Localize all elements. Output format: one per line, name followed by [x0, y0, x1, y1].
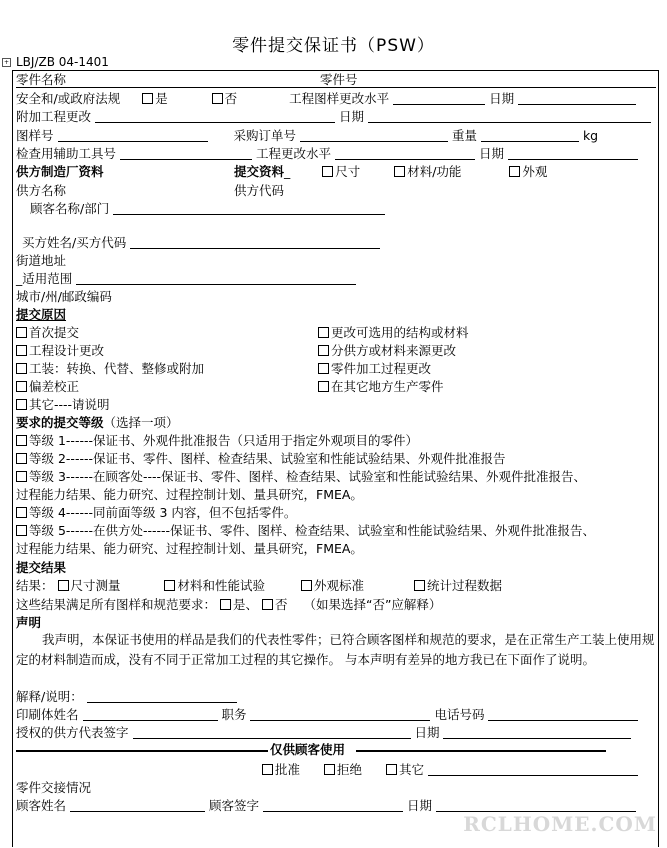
approve-label: 批准 [275, 762, 301, 777]
row-street [16, 252, 66, 270]
reason-checkbox[interactable] [16, 345, 27, 356]
row-print-name [16, 706, 638, 724]
supplier-name-label: 供方名称 [16, 183, 67, 198]
weight-field[interactable] [481, 127, 579, 142]
scope-label: _适用范围 [16, 271, 73, 286]
customer-name-field[interactable] [70, 797, 205, 812]
handover-label: 零件交接情况 [16, 780, 92, 795]
meets-label: 这些结果满足所有图样和规范要求： [16, 597, 217, 612]
reject-label: 拒绝 [336, 762, 362, 777]
extra-change-date-field[interactable] [368, 108, 651, 123]
sub-dimension-label: 尺寸 [335, 164, 361, 179]
level-3-cont [16, 486, 363, 504]
form-id: LBJ/ZB 04-1401 [16, 55, 109, 69]
reason-left-1 [16, 342, 104, 360]
result-checkbox[interactable] [164, 580, 175, 591]
customer-date-label: 日期 [406, 798, 432, 813]
auth-field[interactable] [133, 724, 411, 739]
level-2 [16, 450, 506, 468]
result-checkbox[interactable] [414, 580, 425, 591]
row-submission: 提交资料_ 尺寸 材料/功能 外观 [234, 164, 548, 179]
reason-label: 偏差校正 [29, 379, 80, 394]
customer-dept-field[interactable] [113, 200, 385, 215]
reason-checkbox[interactable] [318, 327, 329, 338]
results-label: 结果： [16, 578, 54, 593]
sub-material-checkbox[interactable] [394, 166, 405, 177]
row-extra-change [16, 108, 651, 126]
buyer-label: 买方姓名/买方代码 [22, 235, 127, 250]
safety-yes-label: 是 [155, 91, 168, 106]
reason-checkbox[interactable] [318, 381, 329, 392]
row-approval [262, 761, 638, 779]
divider [16, 87, 656, 88]
row-scope [16, 270, 356, 288]
customer-use-rule-right [356, 750, 606, 752]
reason-checkbox[interactable] [16, 327, 27, 338]
level-5-cont [16, 540, 363, 558]
row-customer-dept [30, 200, 385, 218]
auth-date-label: 日期 [414, 725, 440, 740]
customer-name-label: 顾客姓名 [16, 798, 67, 813]
row-buyer [22, 234, 380, 252]
level-label-cont: 过程能力结果、能力研究、过程控制计划、量具研究，FMEA。 [16, 487, 363, 502]
reason-label: 零件加工过程更改 [331, 361, 432, 376]
customer-date-field[interactable] [436, 797, 636, 812]
row-supplier-name [16, 182, 66, 200]
buyer-field[interactable] [130, 234, 380, 249]
street-label: 街道地址 [16, 253, 67, 268]
part-number-label: 零件号 [320, 72, 358, 87]
date-label: 日期 [489, 91, 515, 106]
reason-label: 更改可选用的结构或材料 [331, 325, 469, 340]
eng-change-date-field[interactable] [508, 145, 638, 160]
extra-change-label: 附加工程更改 [16, 109, 92, 124]
level-label: 等级 1------保证书、外观件批准报告（只适用于指定外观项目的零件） [29, 433, 418, 448]
position-label: 职务 [221, 707, 247, 722]
reason-right-2 [318, 360, 431, 378]
row-drawing [16, 127, 598, 145]
level-5 [16, 522, 595, 540]
row-auth [16, 724, 631, 742]
submission-info-label: 提交资料 [234, 164, 285, 179]
row-safety [16, 90, 636, 108]
result-label: 外观标准 [313, 578, 364, 593]
reason-checkbox[interactable] [16, 399, 27, 410]
sub-dimension-checkbox[interactable] [322, 166, 333, 177]
po-label: 采购订单号 [233, 128, 296, 143]
watermark-logo: RCLHOME.COM [463, 812, 657, 836]
result-label: 材料和性能试验 [177, 578, 265, 593]
row-meets [16, 596, 441, 614]
reason-left-3 [16, 378, 79, 396]
level-1 [16, 432, 418, 450]
drawing-no-label: 图样号 [16, 128, 54, 143]
scope-field[interactable] [76, 270, 356, 285]
reason-label: 工装：转换、代替、整修或附加 [29, 361, 205, 376]
row-reason-title [16, 306, 66, 324]
row-results-title [16, 559, 66, 577]
level-3 [16, 468, 586, 486]
explain-field[interactable] [87, 688, 237, 703]
sub-appearance-checkbox[interactable] [509, 166, 520, 177]
level-label: 等级 5------在供方处------保证书、零件、图样、检查结果、试验室和性能试验结果、外观件批准报告、 [29, 523, 596, 538]
reason-left-0 [16, 324, 79, 342]
row-info-headers [16, 163, 104, 181]
safety-no-label: 否 [224, 91, 238, 106]
reason-label: 工程设计更改 [29, 343, 105, 358]
eng-change-field[interactable] [335, 145, 475, 160]
drawing-no-field[interactable] [58, 127, 208, 142]
safety-yes-checkbox[interactable] [142, 93, 153, 104]
drawing-change-field[interactable] [393, 90, 485, 105]
level-checkbox[interactable] [16, 453, 27, 464]
approve-checkbox[interactable] [262, 764, 273, 775]
supplier-info-label: 供方制造厂资料 [16, 164, 104, 179]
other-checkbox[interactable] [386, 764, 397, 775]
declaration-title: 声明 [16, 615, 42, 630]
row-level-title [16, 414, 179, 432]
results-title: 提交结果 [16, 560, 67, 575]
level-label-cont: 过程能力结果、能力研究、过程控制计划、量具研究，FMEA。 [16, 541, 363, 556]
row-handover [16, 779, 91, 797]
row-city [16, 288, 112, 306]
sub-appearance-label: 外观 [522, 164, 548, 179]
other-label: 其它 [398, 762, 424, 777]
reason-checkbox[interactable] [16, 381, 27, 392]
row-results [16, 577, 502, 595]
gauge-field[interactable] [120, 145, 252, 160]
result-label: 统计过程数据 [426, 578, 502, 593]
level-title: 要求的提交等级 [16, 415, 104, 430]
po-field[interactable] [300, 127, 448, 142]
reason-checkbox[interactable] [16, 363, 27, 374]
reason-checkbox[interactable] [318, 363, 329, 374]
sub-material-label: 材料/功能 [407, 164, 462, 179]
meets-no-label: 否 [275, 597, 288, 612]
level-label: 等级 2------保证书、零件、图样、检查结果、试验室和性能试验结果、外观件批准报告 [29, 451, 506, 466]
eng-change-label: 工程更改水平 [255, 146, 331, 161]
row-supplier-code [234, 182, 284, 200]
supplier-code-label: 供方代码 [234, 183, 285, 198]
reject-checkbox[interactable] [324, 764, 335, 775]
result-checkbox[interactable] [58, 580, 69, 591]
meets-note: （如果选择“否”应解释） [303, 597, 442, 612]
customer-sign-label: 顾客签字 [208, 798, 259, 813]
safety-label: 安全和/或政府法规 [16, 91, 121, 106]
city-label: 城市/州/邮政编码 [16, 289, 112, 304]
drawing-change-label: 工程图样更改水平 [289, 91, 390, 106]
level-4 [16, 504, 296, 522]
reason-label: 首次提交 [29, 325, 80, 340]
reason-label: 其它----请说明 [29, 397, 110, 412]
part-name-label: 零件名称 [16, 72, 67, 87]
explain-label: 解释/说明： [16, 689, 83, 704]
row-customer-use [270, 741, 345, 759]
print-name-field[interactable] [83, 706, 218, 721]
row-gauge [16, 145, 638, 163]
other-field[interactable] [428, 761, 638, 776]
reason-right-0 [318, 324, 469, 342]
level-note: （选择一项） [103, 415, 179, 430]
phone-label: 电话号码 [434, 707, 485, 722]
reason-title: 提交原因 [16, 307, 67, 322]
auth-date-field[interactable] [443, 724, 631, 739]
auth-label: 授权的供方代表签字 [16, 725, 129, 740]
page-title: 零件提交保证书（PSW） [232, 36, 435, 56]
meets-yes-label: 是、 [233, 597, 259, 612]
safety-no-checkbox[interactable] [212, 93, 223, 104]
reason-label: 在其它地方生产零件 [331, 379, 444, 394]
level-label: 等级 4------同前面等级 3 内容，但不包括零件。 [29, 505, 297, 520]
level-checkbox[interactable] [16, 435, 27, 446]
level-label: 等级 3------在顾客处----保证书、零件、图样、检查结果、试验室和性能试验结果、外观件批准报告、 [29, 469, 587, 484]
reason-left-2 [16, 360, 204, 378]
reason-label: 分供方或材料来源更改 [331, 343, 457, 358]
reason-right-1 [318, 342, 456, 360]
customer-use-rule-left [16, 750, 268, 752]
result-label: 尺寸测量 [70, 578, 121, 593]
reason-checkbox[interactable] [318, 345, 329, 356]
reason-right-3 [318, 378, 444, 396]
level-checkbox[interactable] [16, 471, 27, 482]
weight-label: 重量 [451, 128, 477, 143]
row-explain [16, 688, 237, 706]
gauge-label: 检查用辅助工具号 [16, 146, 117, 161]
meets-yes-checkbox[interactable] [220, 599, 231, 610]
extra-change-field[interactable] [95, 108, 335, 123]
print-name-label: 印刷体姓名 [16, 707, 79, 722]
extra-change-date-label: 日期 [338, 109, 364, 124]
meets-no-checkbox[interactable] [262, 599, 273, 610]
result-checkbox[interactable] [301, 580, 312, 591]
eng-change-date-label: 日期 [478, 146, 504, 161]
declaration-text: 我声明，本保证书使用的样品是我们的代表性零件；已符合顾客图样和规范的要求，是在正常生产工装上使用规定的材料制造而成，没有不同于正常加工过程的其它操作。 与本声明有差异的地方我已在下面作了说明。 [16, 632, 655, 667]
level-checkbox[interactable] [16, 525, 27, 536]
customer-dept-label: 顾客名称/部门 [30, 201, 110, 216]
position-field[interactable] [250, 706, 430, 721]
drawing-change-date-field[interactable] [518, 90, 636, 105]
kg-label: kg [582, 128, 599, 143]
phone-field[interactable] [488, 706, 638, 721]
customer-sign-field[interactable] [263, 797, 403, 812]
customer-use-label: 仅供顾客使用 [270, 742, 346, 757]
reason-left-4 [16, 396, 110, 414]
anchor-icon: + [3, 59, 10, 66]
level-checkbox[interactable] [16, 507, 27, 518]
